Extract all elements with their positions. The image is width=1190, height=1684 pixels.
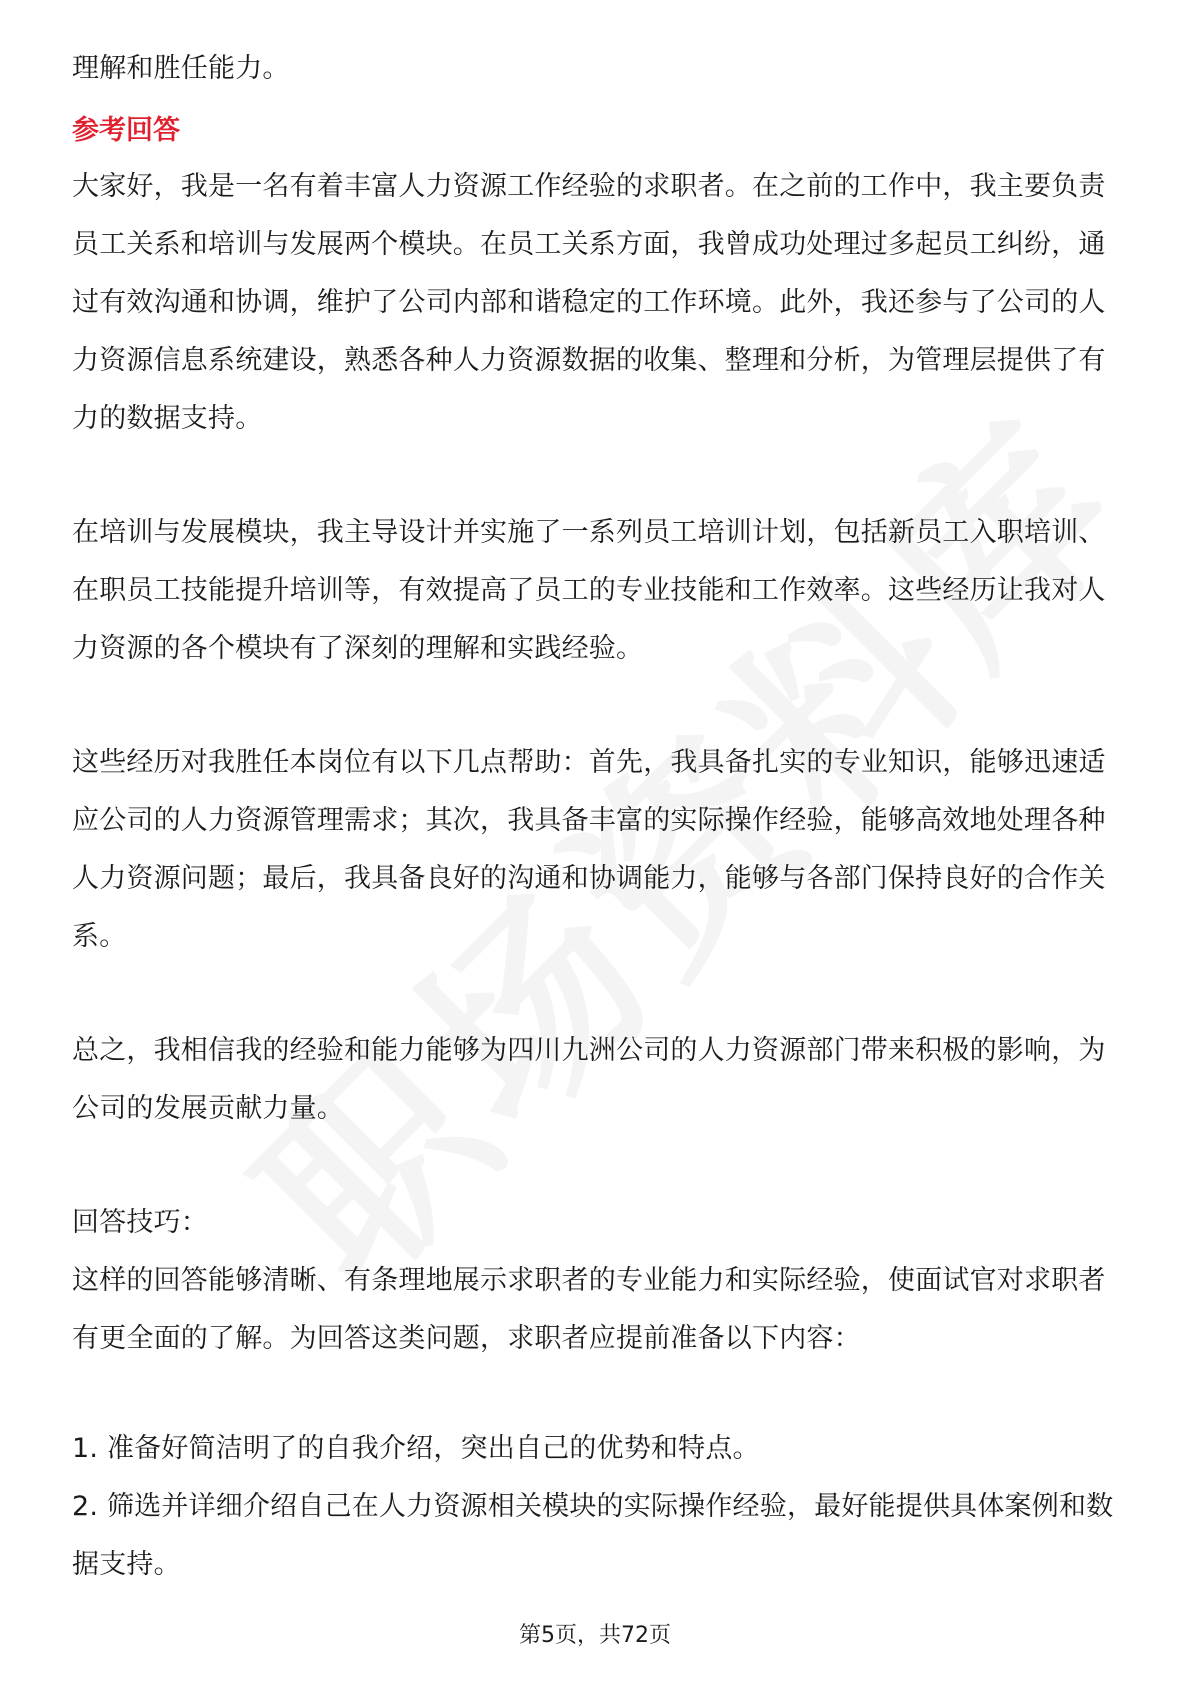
page-content bbox=[72, 40, 1122, 1594]
tips-item-1: 1. 准备好简洁明了的自我介绍，突出自己的优势和特点。 bbox=[72, 1433, 760, 1464]
paragraph-gap bbox=[72, 966, 1122, 1022]
answer-paragraph-4: 总之，我相信我的经验和能力能够为四川九洲公司的人力资源部门带来积极的影响，为公司的发展贡献力量。 bbox=[72, 1035, 1106, 1124]
page-footer: 第5页，共72页 bbox=[519, 1623, 671, 1648]
paragraph-gap bbox=[72, 448, 1122, 504]
tips-item-2: 2. 筛选并详细介绍自己在人力资源相关模块的实际操作经验，最好能提供具体案例和数据支持。 bbox=[72, 1491, 1114, 1580]
answer-heading: 参考回答 bbox=[72, 115, 180, 146]
paragraph-gap bbox=[72, 1138, 1122, 1194]
answer-paragraph-2: 在培训与发展模块，我主导设计并实施了一系列员工培训计划，包括新员工入职培训、在职员工技能提升培训等，有效提高了员工的专业技能和工作效率。这些经历让我对人力资源的各个模块有了深刻的理解和实践经验。 bbox=[72, 517, 1106, 664]
tips-heading: 回答技巧： bbox=[72, 1207, 208, 1238]
answer-paragraph-1: 大家好，我是一名有着丰富人力资源工作经验的求职者。在之前的工作中，我主要负责员工关系和培训与发展两个模块。在员工关系方面，我曾成功处理过多起员工纠纷，通过有效沟通和协调，维护了公司内部和谐稳定的工作环境。此外，我还参与了公司的人力资源信息系统建设，熟悉各种人力资源数据的收集、整理和分析，为管理层提供了有力的数据支持。 bbox=[72, 171, 1106, 434]
answer-paragraph-3: 这些经历对我胜任本岗位有以下几点帮助：首先，我具备扎实的专业知识，能够迅速适应公司的人力资源管理需求；其次，我具备丰富的实际操作经验，能够高效地处理各种人力资源问题；最后，我具备良好的沟通和协调能力，能够与各部门保持良好的合作关系。 bbox=[72, 747, 1106, 952]
intro-tail-text: 理解和胜任能力。 bbox=[72, 53, 290, 84]
paragraph-gap bbox=[72, 1368, 1122, 1420]
tips-intro-text: 这样的回答能够清晰、有条理地展示求职者的专业能力和实际经验，使面试官对求职者有更全面的了解。为回答这类问题，求职者应提前准备以下内容： bbox=[72, 1265, 1106, 1354]
paragraph-gap bbox=[72, 678, 1122, 734]
